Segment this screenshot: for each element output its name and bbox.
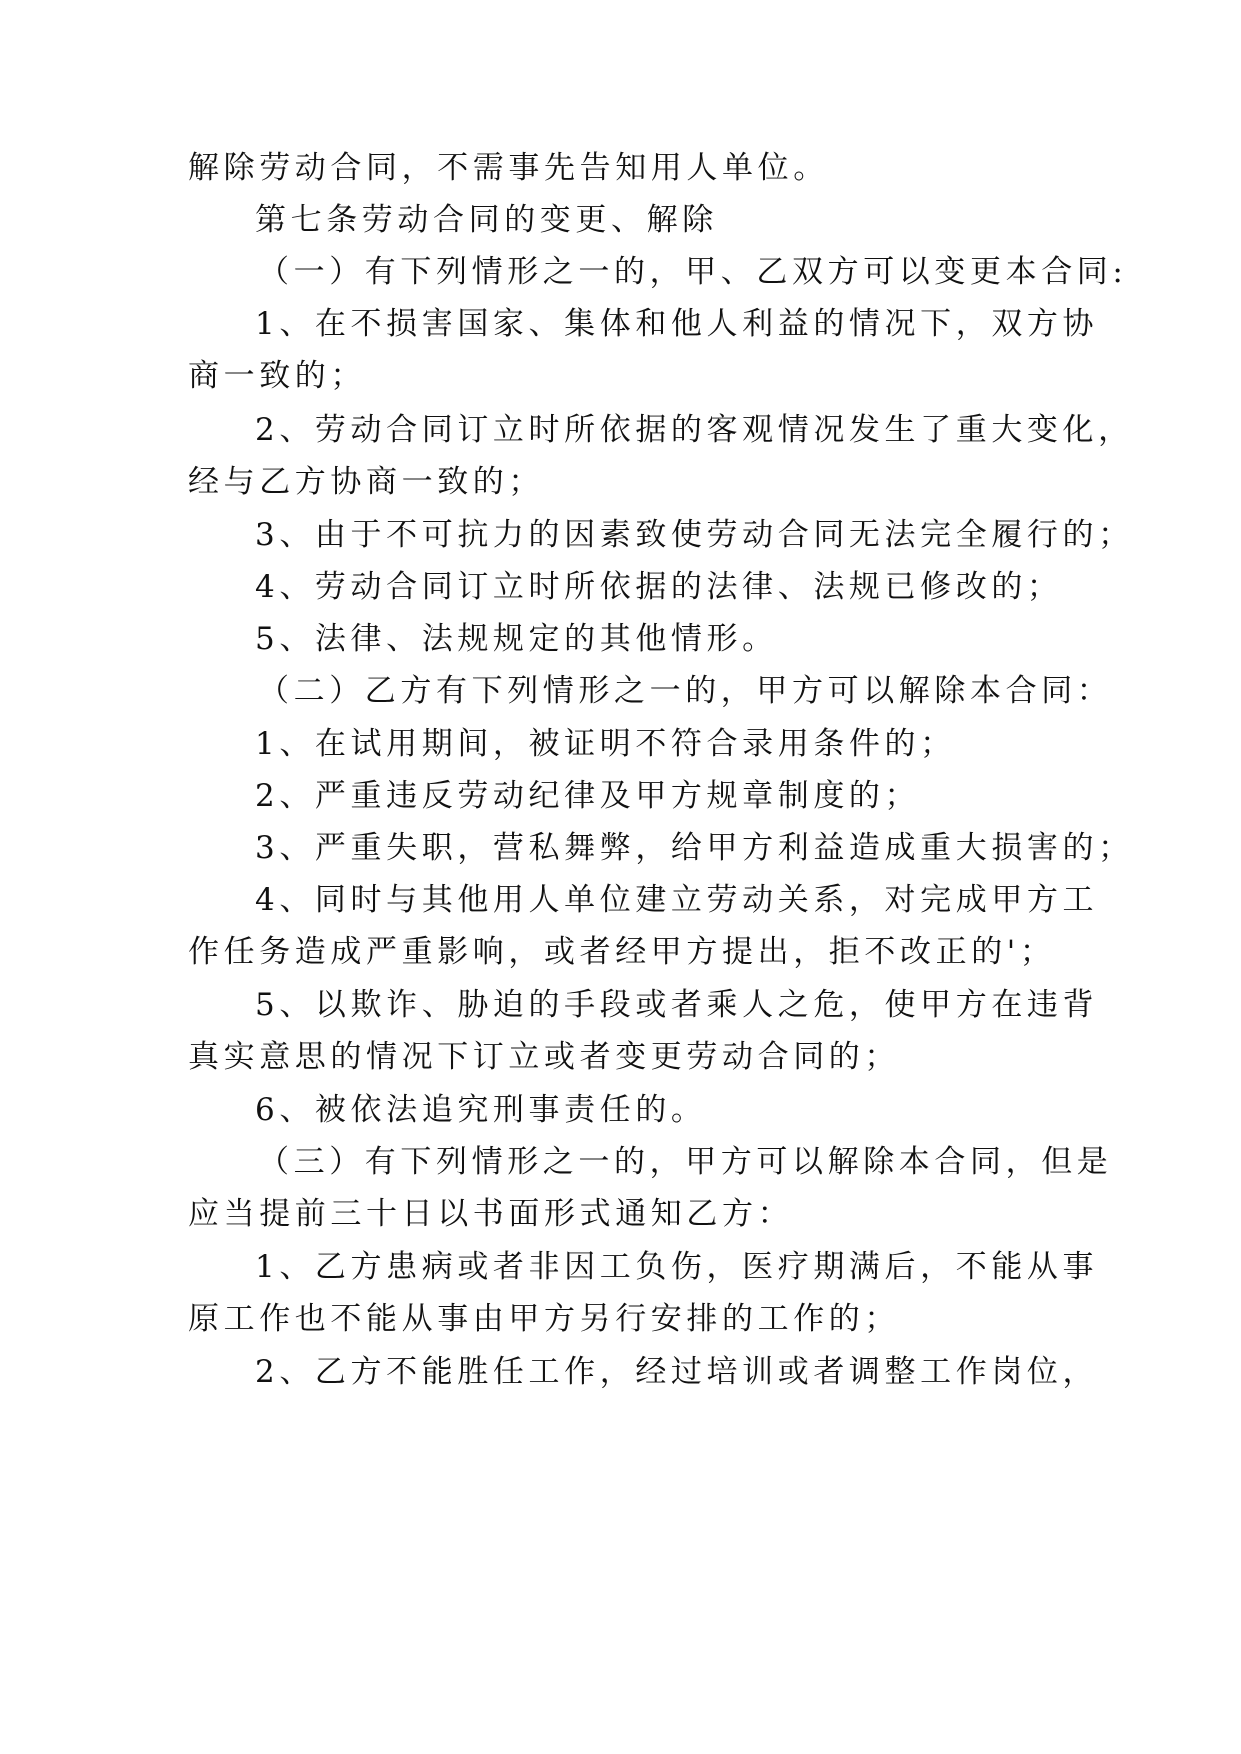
clause-1-item-4: 4、劳动合同订立时所依据的法律、法规已修改的； — [255, 569, 1063, 605]
clause-2-item-4-cont: 作任务造成严重影响，或者经甲方提出，拒不改正的'； — [188, 934, 1056, 970]
clause-1-heading: （一）有下列情形之一的，甲、乙双方可以变更本合同: — [258, 254, 1128, 290]
clause-2-item-5: 5、以欺诈、胁迫的手段或者乘人之危，使甲方在违背 — [255, 987, 1099, 1023]
clause-1-item-3: 3、由于不可抗力的因素致使劳动合同无法完全履行的； — [255, 517, 1134, 553]
clause-1-item-1: 1、在不损害国家、集体和他人利益的情况下，双方协 — [255, 306, 1099, 342]
clause-1-item-2: 2、劳动合同订立时所依据的客观情况发生了重大变化， — [255, 412, 1134, 448]
section-heading-article-7: 第七条劳动合同的变更、解除 — [255, 202, 718, 238]
clause-2-item-4: 4、同时与其他用人单位建立劳动关系，对完成甲方工 — [255, 882, 1099, 918]
clause-2-item-3: 3、严重失职，营私舞弊，给甲方利益造成重大损害的； — [255, 830, 1134, 866]
clause-3-heading-cont: 应当提前三十日以书面形式通知乙方： — [188, 1196, 794, 1232]
clause-2-item-5-cont: 真实意思的情况下订立或者变更劳动合同的； — [188, 1039, 900, 1075]
clause-2-item-2: 2、严重违反劳动纪律及甲方规章制度的； — [255, 778, 921, 814]
clause-2-item-6: 6、被依法追究刑事责任的。 — [255, 1092, 707, 1128]
clause-1-item-2-cont: 经与乙方协商一致的； — [188, 464, 544, 500]
clause-2-item-1: 1、在试用期间，被证明不符合录用条件的； — [255, 726, 956, 762]
clause-3-item-1-cont: 原工作也不能从事由甲方另行安排的工作的； — [188, 1301, 900, 1337]
text-line-1: 解除劳动合同，不需事先告知用人单位。 — [188, 150, 829, 186]
clause-1-item-5: 5、法律、法规规定的其他情形。 — [255, 621, 778, 657]
clause-3-heading: （三）有下列情形之一的，甲方可以解除本合同，但是 — [258, 1144, 1113, 1180]
clause-1-item-1-cont: 商一致的； — [188, 358, 366, 394]
clause-3-item-1: 1、乙方患病或者非因工负伤，医疗期满后，不能从事 — [255, 1249, 1099, 1285]
clause-2-heading: （二）乙方有下列情形之一的，甲方可以解除本合同： — [258, 673, 1113, 709]
clause-3-item-2: 2、乙方不能胜任工作，经过培训或者调整工作岗位， — [255, 1354, 1099, 1390]
